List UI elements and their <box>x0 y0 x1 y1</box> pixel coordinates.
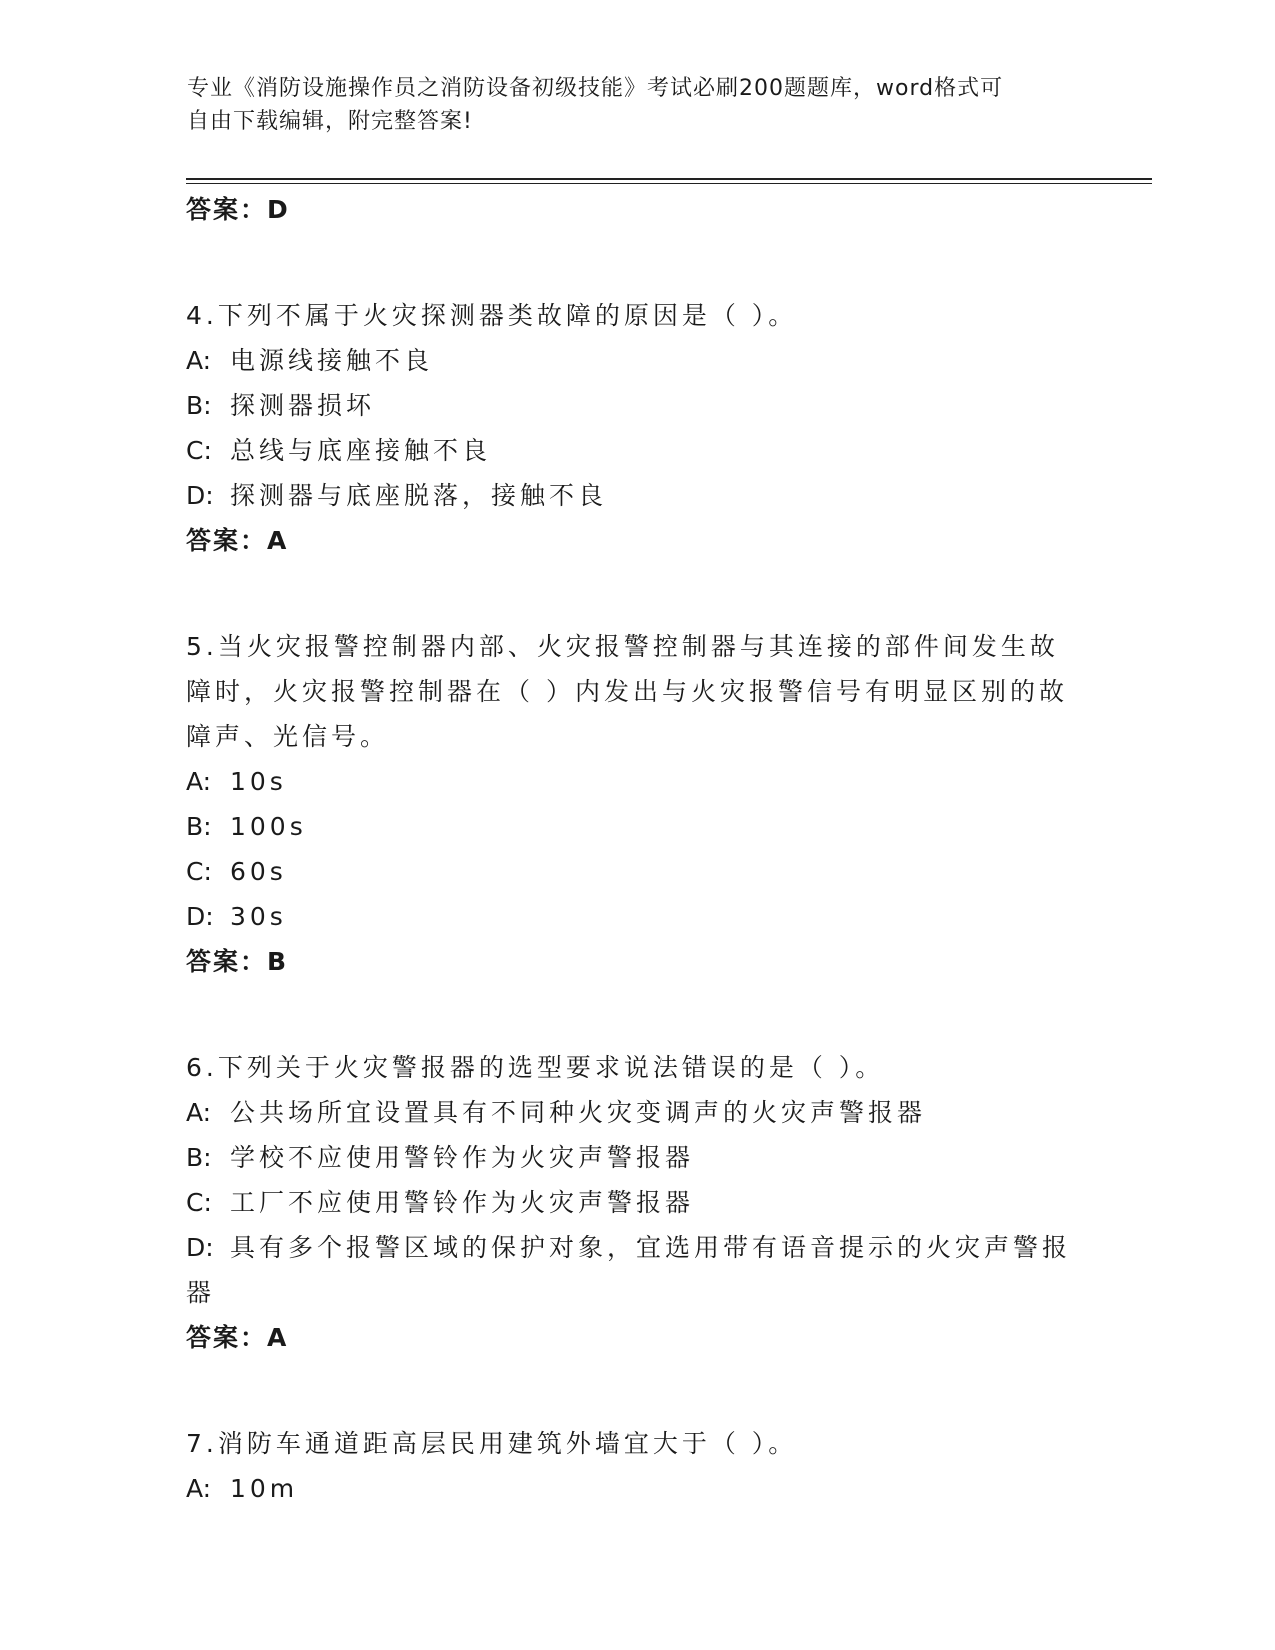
option-label: B: <box>186 391 212 420</box>
option-text: 100s <box>230 812 307 841</box>
option-label: C: <box>186 1188 212 1217</box>
spacer <box>186 1361 1076 1421</box>
option-text: 学校不应使用警铃作为火灾声警报器 <box>230 1143 695 1172</box>
option-text: 公共场所宜设置具有不同种火灾变调声的火灾声警报器 <box>230 1098 927 1127</box>
question-text: 4.下列不属于火灾探测器类故障的原因是（ ）。 <box>186 301 798 330</box>
page-header <box>187 72 1067 138</box>
option-a <box>186 338 1076 383</box>
question-block <box>186 1045 1076 1361</box>
option-label: A: <box>186 346 212 375</box>
question-list <box>186 187 1076 1511</box>
option-c <box>186 849 1076 894</box>
option-label: D: <box>186 902 214 931</box>
option-c <box>186 428 1076 473</box>
option-label: B: <box>186 812 212 841</box>
option-d <box>186 1225 1076 1315</box>
option-d <box>186 473 1076 518</box>
option-b <box>186 1135 1076 1180</box>
option-a <box>186 1090 1076 1135</box>
header-line-2: 自由下载编辑，附完整答案! <box>187 109 473 134</box>
option-text: 电源线接触不良 <box>230 346 434 375</box>
question-block <box>186 293 1076 564</box>
spacer <box>186 985 1076 1045</box>
option-b <box>186 383 1076 428</box>
option-label: A: <box>186 1474 212 1503</box>
option-c <box>186 1180 1076 1225</box>
option-a <box>186 1466 1076 1511</box>
spacer <box>186 233 1076 293</box>
option-text: 10s <box>230 767 287 796</box>
option-label: C: <box>186 857 212 886</box>
answer: 答案：A <box>186 526 289 555</box>
option-b <box>186 804 1076 849</box>
option-d <box>186 894 1076 939</box>
spacer <box>186 564 1076 624</box>
answer: 答案：B <box>186 947 289 976</box>
question-block <box>186 1421 1076 1511</box>
option-text: 具有多个报警区域的保护对象，宜选用带有语音提示的火灾声警报器 <box>186 1233 1072 1307</box>
option-label: D: <box>186 481 214 510</box>
option-label: C: <box>186 436 212 465</box>
option-text: 10m <box>230 1474 299 1503</box>
option-text: 探测器与底座脱落，接触不良 <box>230 481 608 510</box>
option-text: 60s <box>230 857 287 886</box>
option-label: B: <box>186 1143 212 1172</box>
previous-answer: 答案：D <box>186 195 290 224</box>
question-block <box>186 624 1076 985</box>
option-text: 探测器损坏 <box>230 391 376 420</box>
header-divider-thin <box>186 183 1152 184</box>
header-line-1: 专业《消防设施操作员之消防设备初级技能》考试必刷200题题库，word格式可 <box>187 76 1004 101</box>
question-text: 7.消防车通道距高层民用建筑外墙宜大于（ ）。 <box>186 1429 798 1458</box>
answer: 答案：A <box>186 1323 289 1352</box>
question-text: 6.下列关于火灾警报器的选型要求说法错误的是（ ）。 <box>186 1053 885 1082</box>
option-text: 总线与底座接触不良 <box>230 436 492 465</box>
option-label: D: <box>186 1233 214 1262</box>
option-text: 工厂不应使用警铃作为火灾声警报器 <box>230 1188 695 1217</box>
option-text: 30s <box>230 902 287 931</box>
option-label: A: <box>186 767 212 796</box>
option-label: A: <box>186 1098 212 1127</box>
header-divider-thick <box>186 178 1152 180</box>
question-text: 5.当火灾报警控制器内部、火灾报警控制器与其连接的部件间发生故障时，火灾报警控制器在（ ）内发出与火灾报警信号有明显区别的故障声、光信号。 <box>186 632 1068 751</box>
option-a <box>186 759 1076 804</box>
